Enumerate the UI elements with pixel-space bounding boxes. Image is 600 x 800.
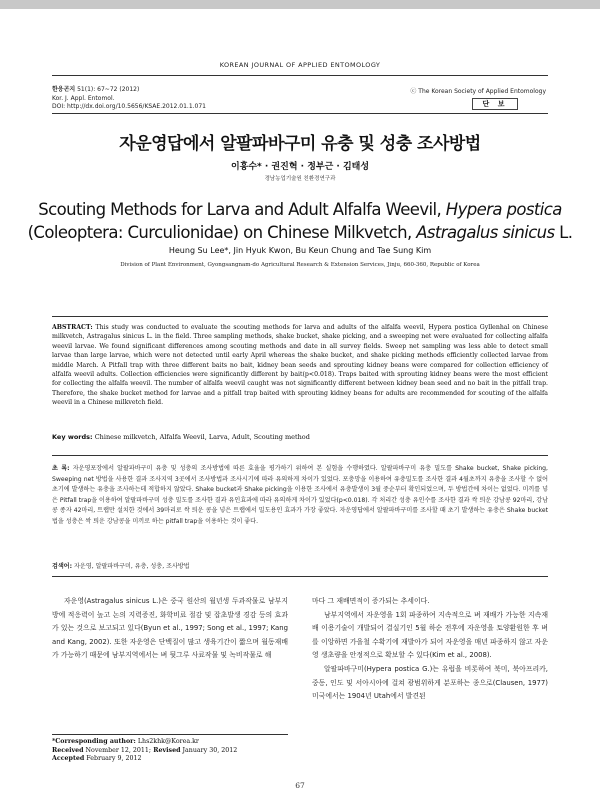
revised-date: January 30, 2012: [180, 746, 238, 754]
body-paragraph: 남부지역에서 자운영을 1회 파종하여 지속적으로 벼 재배가 가능한 지속재배 이용기술이 개발되어 결실기인 5월 하순 전후에 자운영을 토양환원한 후 벼를 이앙하면 가을철 수확기에 재발아가 되어 자운영을 매년 파종하지 않고 자운영 생초량을 안정적으로 확보할 수 있다(Kim et al., 2008).: [312, 610, 548, 660]
footnote-rule: [52, 734, 288, 735]
journal-name: KOREAN JOURNAL OF APPLIED ENTOMOLOGY: [219, 61, 381, 69]
korean-authors: 이흥수* · 권진혁 · 정부근 · 김태성: [230, 162, 370, 172]
body-paragraph: 알팔파바구미(Hypera postica G.)는 유럽을 비롯하여 북미, 북아프리카, 중동, 인도 및 서아시아에 걸쳐 광범위하게 분포하는 종으로(Clausen, 1977) 미국에서는 1904년 Utah에서 발견된: [312, 664, 548, 701]
accepted-date: February 9, 2012: [84, 755, 142, 763]
korean-abstract-text: 자운영포장에서 알팔파바구미 유충 및 성충의 조사방법에 따른 효율을 평가하기 위하여 본 실험을 수행하였다. 알팔파바구미 유충 밀도를 Shake bucket, Shake picking, Sweeping net 방법을 사용한 결과 조사지역 3곳에서 조사방법과 조사시기에 따라 유의하게 차이가 있었다. 포충망을 이용하여 유충밀도를 조사한 결과 4월초까지 유충을 조사할 수 없어 초기에 발생하는 유충을 조사하는데 적합하지 않았다. Shake bucket과 Shake picking을 이용한 조사에서 유충발생이 3월 중순부터 확인되었으며, 두 방법간에 차이는 없었다. 미끼를 넣은 Pitfall trap을 이용하여 알팔파바구미 성충 밀도를 조사한 결과 유인효과에 따라 유의하게 차이가 있었다(p<0.018). 각 처리간 성충 유인수를 조사한 결과 싹 틔운 강남콩 92마리, 강남콩 종자 42마리, 트랩만 설치한 것에서 39마리로 싹 틔운 콩을 넣은 트랩에서 밀도용인 효과가 가장 좋았다. 자운영답에서 알팔파바구미를 조사할 때 초기 발생하는 유충은 Shake bucket법을 성충은 싹 틔운 강남콩을 미끼로 하는 pitfall trap을 이용하는 것이 좋다.: [52, 465, 548, 525]
abstract-rule-bottom: [52, 455, 548, 456]
citation-block: [52, 86, 206, 112]
korean-title: 자운영답에서 알팔파바구미 유충 및 성충 조사방법: [119, 134, 481, 154]
accepted-label: Accepted: [52, 755, 85, 763]
top-banner: [0, 0, 600, 9]
title-line1-text: Scouting Methods for Larva and Adult Alfalfa Weevil,: [38, 200, 446, 219]
footnote: [52, 738, 288, 764]
copyright-society: ⓒ The Korean Society of Applied Entomology: [410, 88, 546, 95]
body-paragraph: 자운영(Astragalus sinicus L.)은 중국 원산의 월년생 두과작물로 남부지방에 적응력이 높고 논의 지력증진, 화학비료 절감 및 잡초발생 경감 등의 효과가 있는 것으로 보고되고 있다(Byun et al., 1997; Song et al., 1997; Kang and Kang, 2002). 또한 자운영은 단백질이 많고 생육기간이 짧으며 월동재배가 가능하기 때문에 남부지역에서는 벼 뒷그루 사료작물 및 녹비작물로 해: [52, 597, 288, 660]
abstract-rule-top: [52, 316, 548, 317]
received-label: Received: [52, 746, 84, 754]
korean-affiliation: 경남농업기술원 친환경연구과: [264, 176, 336, 182]
english-affiliation: Division of Plant Environment, Gyongsangnam-do Agricultural Research & Extension Services, Jinju, 660-360, Republic of Korea: [120, 262, 480, 268]
citation-volume: 51(1): 67~72 (2012): [75, 86, 140, 93]
title-line2-text: (Coleoptera: Curculionidae) on Chinese Milkvetch,: [27, 223, 417, 242]
title-species-name: Hypera postica: [445, 200, 562, 219]
body-column-right: [312, 595, 548, 704]
citation-journal-korean: 한응곤지: [52, 86, 76, 93]
keywords-text: Chinese milkvetch, Alfalfa Weevil, Larva, Adult, Scouting method: [92, 433, 310, 441]
abstract: [52, 323, 548, 408]
korean-abstract: [52, 464, 548, 528]
citation-journal-english: Kor. J. Appl. Entomol.: [52, 94, 115, 102]
header-rule-top: [52, 75, 548, 76]
article-type-badge: 단 보: [472, 98, 518, 110]
abstract-text: This study was conducted to evaluate the scouting methods for larva and adults of the alfalfa weevil, Hypera postica Gyllenhal on Chinese milkvetch, Astragalus sinicus L. in the field. Three sampling methods, shake bucket, shake picking, and a sweeping net were evaluated for collecting alfalfa weevil larvae. We found significant differences among scouting methods and date in all survey fields. Sweep net sampling was less able to detect small larvae than large larvae, which were not detected until early April whereas the shake bucket, and shake picking methods efficiently collected larvae from middle March. A Pitfall trap with three different baits no bait, kidney bean seeds and sprouting kidney beans were compared for collection efficiency of alfalfa weevil adults. Collection efficiencies were significantly different by bait(p<0.018). Traps baited with sprouting kidney beans were the most efficient for collecting the alfalfa weevil. The number of alfalfa weevil caught was not significantly different between kidney bean seed and no bait in the pitfall trap. Therefore, the shake bucket method for larvae and a pitfall trap baited with sprouting kidney beans for adults are recommended for scouting of the alfalfa weevil in a Chinese milkvetch field.: [52, 324, 548, 407]
body-paragraph: 마다 그 재배면적이 증가되는 추세이다.: [312, 597, 430, 605]
keywords-label: Key words:: [52, 433, 93, 441]
title-host-name: Astragalus sinicus: [416, 223, 555, 242]
corresponding-email[interactable]: Lhs2khk@Korea.kr: [135, 738, 199, 745]
page-number: 67: [295, 781, 305, 790]
revised-label: Revised: [151, 746, 181, 754]
citation-doi[interactable]: DOI: http://dx.doi.org/10.5656/KSAE.2012.01.1.071: [52, 103, 206, 111]
korean-abstract-label: 초 록:: [52, 465, 70, 472]
corresponding-label: *Corresponding author:: [52, 738, 136, 745]
korean-abstract-rule: [52, 576, 548, 577]
abstract-label: ABSTRACT:: [52, 324, 93, 331]
keywords: [52, 433, 548, 441]
received-date: November 12, 2011;: [83, 746, 152, 754]
korean-keywords: [52, 561, 548, 570]
korean-keywords-label: 검색어:: [52, 563, 73, 570]
english-title: [0, 198, 600, 244]
title-line2-end: L.: [554, 223, 573, 242]
english-authors: Heung Su Lee*, Jin Hyuk Kwon, Bu Keun Chung and Tae Sung Kim: [168, 246, 432, 255]
korean-keywords-text: 자운영, 알팔파바구미, 유충, 성충, 조사방법: [72, 563, 190, 570]
header-rule-bottom: [52, 113, 548, 114]
body-column-left: [52, 595, 288, 663]
